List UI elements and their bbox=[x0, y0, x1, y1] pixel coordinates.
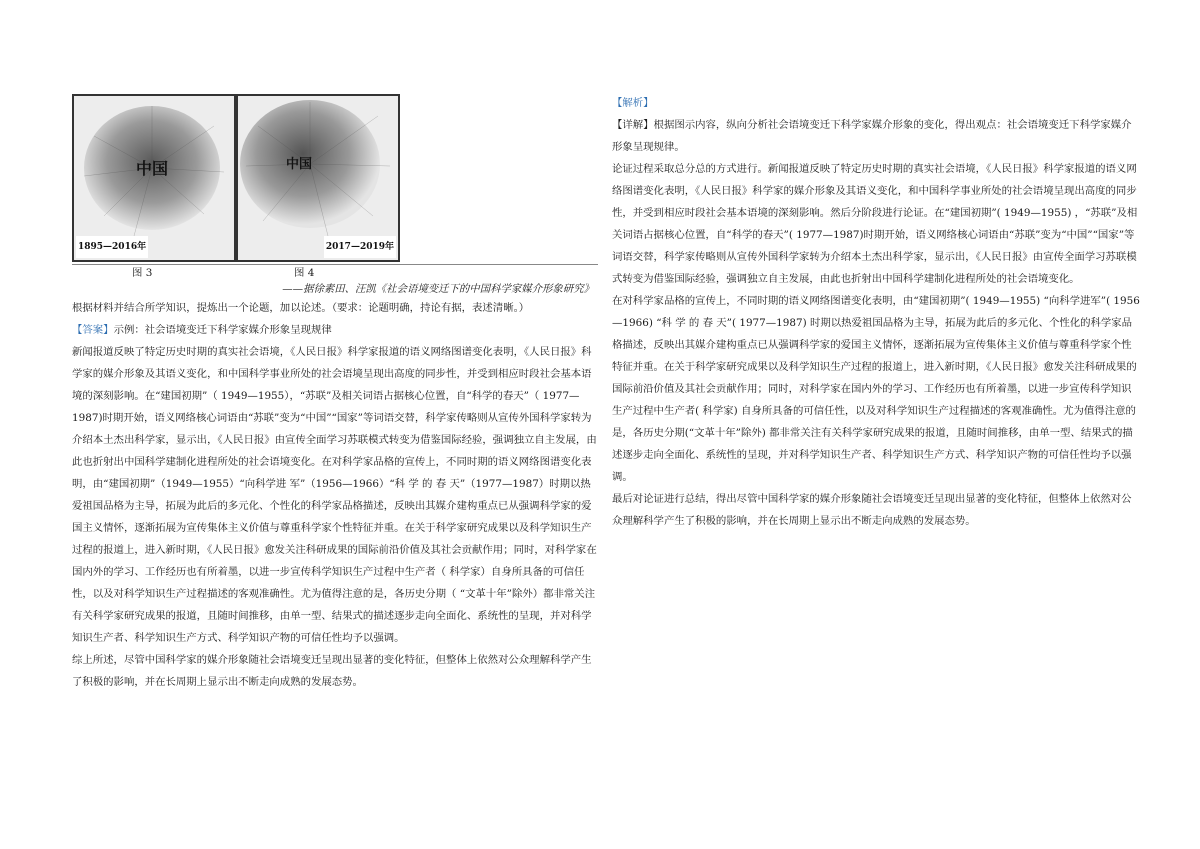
analysis-paragraph-2: 在对科学家品格的宣传上，不同时期的语义网络图谱变化表明，由“建国初期”( 1949—1955) “向科学进军”( 1956—1966) “科 学 的 春 天”( 1977—1987) 时期以热爱祖国品格为主导，拓展为此后的多元化、个性化的科学家品格描述，反映出其媒介建构重点已从强调科学家的爱国主义情怀，逐渐拓展为宣传集体主义价值与尊重科学家个性特征并重。在关于科学家研究成果以及科学知识生产过程的报道上，进入新时期，《人民日报》愈发关注科研成果的国际前沿价值及其社会贡献作用；同时，对科学家在国内外的学习、工作经历也有所着墨，以进一步宣传科学知识生产过程中生产者( 科学家) 自身所具备的可信任性，以及对科学知识生产过程描述的客观准确性。尤为值得注意的是，各历史分期(“文革十年”除外) 都非常关注有关科学家研究成果的报道，且随时间推移，由单一型、结果式的描述逐步走向全面化、系统性的呈现，并对科学知识生产者、科学知识生产方式、科学知识产物的可信任性均予以强调。 bbox=[612, 295, 1140, 483]
detail-paragraph: 【详解】根据图示内容，纵向分析社会语境变迁下科学家媒介形象的变化，得出观点：社会语境变迁下科学家媒介形象呈现规律。 bbox=[612, 119, 1132, 153]
figures-row bbox=[72, 92, 598, 264]
figure-3-caption: 图 3 bbox=[132, 267, 153, 279]
figure-3-network bbox=[72, 94, 236, 262]
figure-4-center-word: 中国 bbox=[286, 157, 313, 172]
figure-3-center-word: 中国 bbox=[136, 159, 169, 178]
right-column bbox=[612, 92, 1140, 532]
figure-source: ——据徐素田、汪凯《社会语境变迁下的中国科学家媒介形象研究》 bbox=[282, 283, 594, 295]
figure-4-range-label: 2017—2019年 bbox=[324, 236, 396, 258]
figure-4-network bbox=[236, 94, 400, 262]
answer-paragraph-2: 综上所述，尽管中国科学家的媒介形象随社会语境变迁呈现出显著的变化特征，但整体上依然对公众理解科学产生了积极的影响，并在长周期上显示出不断走向成熟的发展态势。 bbox=[72, 654, 592, 688]
answer-paragraph-1: 新闻报道反映了特定历史时期的真实社会语境，《人民日报》科学家报道的语义网络图谱变化表明，《人民日报》科学家的媒介形象及其语义变化，和中国科学事业所处的社会语境呈现出高度的同步性，并受到相应时段社会基本语境的深刻影响。在“建国初期”（ 1949—1955），“苏联”及相关词语占据核心位置，自“科学的春天”（ 1977—1987)时期开始，语义网络核心词语由“苏联”变为“中国”“国家”等词语交替，科学家传略则从宣传外国科学家转为介绍本土杰出科学家，显示出，《人民日报》由宣传全面学习苏联模式转变为借鉴国际经验，强调独立自主发展，由此也折射出中国科学建制化进程所处的社会语境变化。在对科学家品格的宣传上，不同时期的语义网络图谱变化表明，由“建国初期”（1949—1955）“向科学进 军”（1956—1966）“科 学 的 春 天”（1977—1987）时期以热爱祖国品格为主导，拓展为此后的多元化、个性化的科学家品格描述，反映出其媒介建构重点已从强调科学家的爱国主义情怀，逐渐拓展为宣传集体主义价值与尊重科学家个性特征并重。在关于科学家研究成果以及科学知识生产过程的报道上，进入新时期，《人民日报》愈发关注科研成果的国际前沿价值及其社会贡献作用；同时，对科学家在国内外的学习、工作经历也有所着墨，以进一步宣传科学知识生产过程中生产者（ 科学家）自身所具备的可信任性，以及对科学知识生产过程描述的客观准确性。尤为值得注意的是，各历史分期（ “文革十年”除外）都非常关注有关科学家研究成果的报道，且随时间推移，由单一型、结果式的描述逐步走向全面化、系统性的呈现，并对科学知识生产者、科学知识生产方式、科学知识产物的可信任性均予以强调。 bbox=[72, 346, 597, 644]
analysis-paragraph-3: 最后对论证进行总结，得出尽管中国科学家的媒介形象随社会语境变迁呈现出显著的变化特征，但整体上依然对公众理解科学产生了积极的影响，并在长周期上显示出不断走向成熟的发展态势。 bbox=[612, 493, 1132, 527]
analysis-paragraph-1: 论证过程采取总分总的方式进行。新闻报道反映了特定历史时期的真实社会语境，《人民日报》科学家报道的语义网络图谱变化表明，《人民日报》科学家的媒介形象及其语义变化，和中国科学事业所处的社会语境呈现出高度的同步性，并受到相应时段社会基本语境的深刻影响。然后分阶段进行论证。在“建国初期”( 1949—1955) ，“苏联”及相关词语占据核心位置，自“科学的春天”( 1977—1987)时期开始，语义网络核心词语由“苏联”变为“中国”“国家”等词语交替，科学家传略则从宣传外国科学家转为介绍本土杰出科学家，显示出，《人民日报》由宣传全面学习苏联模式转变为借鉴国际经验，强调独立自主发展，由此也折射出中国科学建制化进程所处的社会语境变化。 bbox=[612, 163, 1138, 285]
answer-head-text: 示例：社会语境变迁下科学家媒介形象呈现规律 bbox=[113, 324, 332, 336]
figure-3-range-label: 1895—2016年 bbox=[76, 236, 148, 258]
answer-tag: 【答案】 bbox=[72, 324, 114, 336]
figure-captions bbox=[72, 264, 598, 281]
analysis-tag: 【解析】 bbox=[612, 97, 654, 109]
answer-heading bbox=[72, 319, 598, 341]
left-column bbox=[72, 92, 598, 693]
question-text: 根据材料并结合所学知识，提炼出一个论题，加以论述。（要求：论题明确，持论有据，表述清晰。） bbox=[72, 302, 530, 314]
figure-4-caption: 图 4 bbox=[294, 267, 315, 279]
